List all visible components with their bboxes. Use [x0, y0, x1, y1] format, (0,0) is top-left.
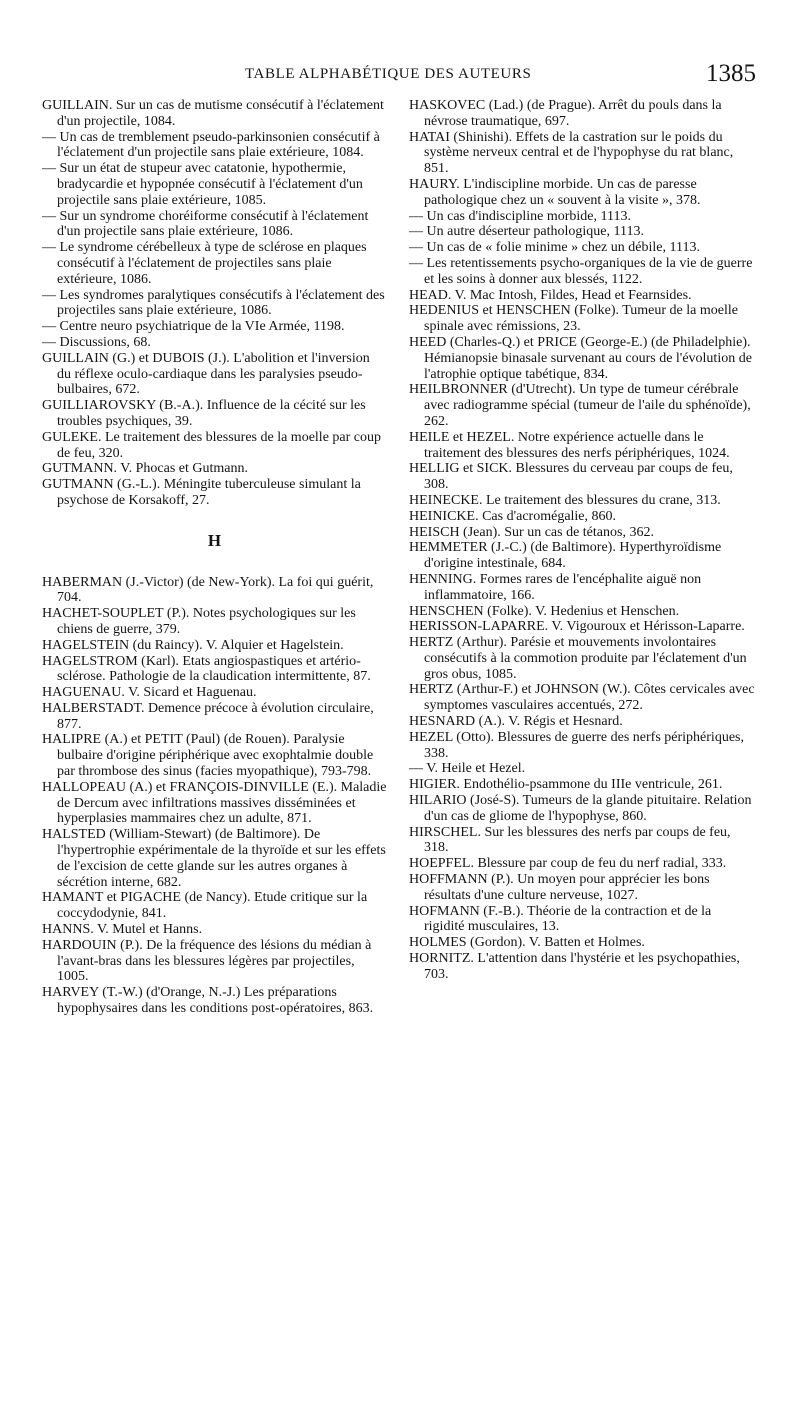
index-entry: HERTZ (Arthur-F.) et JOHNSON (W.). Côtes cervicales avec symptomes vasculaires accentués, 272. [409, 682, 755, 714]
index-entry: HALLOPEAU (A.) et FRANÇOIS-DINVILLE (E.). Maladie de Dercum avec infiltrations massives disséminées et hyperplasies mammaires chez un adulte, 871. [42, 779, 387, 827]
index-entry: — Un cas de « folie minime » chez un débile, 1113. [409, 240, 700, 256]
index-entry: HASKOVEC (Lad.) (de Prague). Arrêt du pouls dans la névrose traumatique, 697. [409, 98, 722, 129]
index-entry: — Centre neuro psychiatrique de la VIe Armée, 1198. [42, 319, 345, 335]
index-entry: HALSTED (William-Stewart) (de Baltimore). De l'hypertrophie expérimentale de la thyroïde et sur les effets de l'excision de cette glande sur les autres organes à sécrétion interne, 682. [42, 827, 386, 890]
index-entry: HANNS. V. Mutel et Hanns. [42, 922, 203, 938]
index-entry: HEILE et HEZEL. Notre expérience actuelle dans le traitement des blessures des nerfs périphériques, 1024. [409, 429, 730, 461]
index-entry: — Un cas de tremblement pseudo-parkinsonien consécutif à l'éclatement d'un projectile sans plaie extérieure, 1084. [42, 129, 380, 161]
index-entry: — Le syndrome cérébelleux à type de sclérose en plaques consécutif à l'éclatement de projectiles sans plaie extérieure, 1086. [42, 240, 367, 287]
right-entries [409, 98, 755, 983]
index-entry: — Les syndromes paralytiques consécutifs à l'éclatement des projectiles sans plaie extérieure, 1086. [42, 287, 385, 319]
index-entry: HAMANT et PIGACHE (de Nancy). Etude critique sur la coccydodynie, 841. [42, 890, 368, 922]
index-entry: HEDENIUS et HENSCHEN (Folke). Tumeur de la moelle spinale avec rémissions, 23. [409, 303, 738, 335]
index-entry: GUILLIAROVSKY (B.-A.). Influence de la cécité sur les troubles psychiques, 39. [42, 398, 366, 429]
index-entry: HEZEL (Otto). Blessures de guerre des nerfs périphériques, 338. [409, 729, 744, 761]
index-entry: — Discussions, 68. [42, 334, 151, 350]
index-entry: HALBERSTADT. Demence précoce à évolution circulaire, 877. [42, 700, 374, 732]
index-entry: HEED (Charles-Q.) et PRICE (George-E.) (de Philadelphie). Hémianopsie binasale survenant au cours de l'évolution de l'atrophie optique tabétique, 834. [409, 334, 752, 382]
index-entry: HACHET-SOUPLET (P.). Notes psychologiques sur les chiens de guerre, 379. [42, 606, 356, 637]
index-entry: — Sur un état de stupeur avec catatonie, hypothermie, bradycardie et hypopnée consécutif à l'éclatement d'un projectile sans plaie extérieure, 1085. [42, 161, 363, 208]
left-entries [42, 98, 387, 509]
index-entry: HAURY. L'indiscipline morbide. Un cas de paresse pathologique chez un « souvent à la visite », 378. [409, 176, 701, 208]
left-entries-h [42, 575, 387, 1017]
index-entry: GUILLAIN. Sur un cas de mutisme consécutif à l'éclatement d'un projectile, 1084. [42, 98, 384, 129]
index-entry: HENNING. Formes rares de l'encéphalite aiguë non inflammatoire, 166. [409, 571, 702, 603]
index-entry: HEMMETER (J.-C.) (de Baltimore). Hyperthyroïdisme d'origine intestinale, 684. [409, 540, 722, 572]
index-entry: — Un autre déserteur pathologique, 1113. [409, 224, 644, 240]
index-entry: HEILBRONNER (d'Utrecht). Un type de tumeur cérébrale avec radiogramme spécial (tumeur de l'aile du sphénoïde), 262. [409, 382, 751, 429]
index-entry: HERTZ (Arthur). Parésie et mouvements involontaires consécutifs à la commotion produite par l'éclatement d'un gros obus, 1085. [409, 635, 747, 682]
index-entry: HATAI (Shinishi). Effets de la castration sur le poids du système nerveux central et de l'hypophyse du rat blanc, 851. [409, 129, 734, 177]
index-entry: HEINECKE. Le traitement des blessures du crane, 313. [409, 492, 721, 508]
index-entry: HELLIG et SICK. Blessures du cerveau par coups de feu, 308. [409, 461, 733, 493]
index-entry: GULEKE. Le traitement des blessures de la moelle par coup de feu, 320. [42, 429, 381, 461]
index-entry: HAGELSTROM (Karl). Etats angiospastiques et artério-sclérose. Pathologie de la claudication intermittente, 87. [42, 653, 371, 685]
index-entry: HENSCHEN (Folke). V. Hedenius et Henschen. [409, 603, 680, 619]
index-entry: HALIPRE (A.) et PETIT (Paul) (de Rouen). Paralysie bulbaire d'origine périphérique avec exophtalmie double par thrombose des sinus (facies myopathique), 793-798. [42, 732, 374, 780]
index-entry: HORNITZ. L'attention dans l'hystérie et les psychopathies, 703. [409, 951, 740, 982]
index-entry: GUILLAIN (G.) et DUBOIS (J.). L'abolition et l'inversion du réflexe oculo-cardiaque dans les paralysies pseudo-bulbaires, 672. [42, 350, 370, 398]
right-column [409, 98, 755, 983]
running-title: TABLE ALPHABÉTIQUE DES AUTEURS [245, 66, 532, 82]
index-entry: HOEPFEL. Blessure par coup de feu du nerf radial, 333. [409, 856, 727, 872]
section-heading: H [207, 530, 222, 550]
index-entry: HEAD. V. Mac Intosh, Fildes, Head et Fearnsides. [409, 287, 692, 303]
index-entry: HERISSON-LAPARRE. V. Vigouroux et Hérisson-Laparre. [409, 619, 745, 635]
index-entry: HOFMANN (F.-B.). Théorie de la contraction et de la rigidité musculaires, 13. [409, 903, 712, 935]
index-entry: HABERMAN (J.-Victor) (de New-York). La foi qui guérit, 704. [42, 574, 374, 606]
index-entry: HIRSCHEL. Sur les blessures des nerfs par coups de feu, 318. [409, 824, 731, 856]
page-number: 1385 [706, 60, 756, 87]
index-entry: HEISCH (Jean). Sur un cas de tétanos, 362. [409, 524, 654, 540]
index-entry: GUTMANN (G.-L.). Méningite tuberculeuse simulant la psychose de Korsakoff, 27. [42, 477, 361, 508]
index-entry: GUTMANN. V. Phocas et Gutmann. [42, 461, 248, 477]
index-entry: HEINICKE. Cas d'acromégalie, 860. [409, 508, 617, 524]
page-header [0, 62, 800, 92]
index-entry: HAGUENAU. V. Sicard et Haguenau. [42, 685, 257, 701]
index-entry: — Sur un syndrome choréiforme consécutif à l'éclatement d'un projectile sans plaie extérieure, 1086. [42, 208, 369, 240]
index-entry: — V. Heile et Hezel. [409, 761, 526, 777]
index-entry: HESNARD (A.). V. Régis et Hesnard. [409, 714, 623, 730]
index-entry: HAGELSTEIN (du Raincy). V. Alquier et Hagelstein. [42, 637, 344, 653]
index-entry: HIGIER. Endothélio-psammone du IIIe ventricule, 261. [409, 777, 723, 793]
index-entry: — Les retentissements psycho-organiques de la vie de guerre et les soins à donner aux blessés, 1122. [409, 255, 753, 287]
index-entry: HILARIO (José-S). Tumeurs de la glande pituitaire. Relation d'un cas de gliome de l'hypophyse, 860. [409, 793, 752, 824]
left-column [42, 98, 387, 1017]
index-entry: HARDOUIN (P.). De la fréquence des lésions du médian à l'avant-bras dans les blessures légères par projectiles, 1005. [42, 937, 372, 985]
index-entry: HOFFMANN (P.). Un moyen pour apprécier les bons résultats d'une culture nerveuse, 1027. [409, 872, 710, 903]
index-entry: HOLMES (Gordon). V. Batten et Holmes. [409, 935, 645, 951]
index-entry: — Un cas d'indiscipline morbide, 1113. [409, 208, 631, 224]
index-entry: HARVEY (T.-W.) (d'Orange, N.-J.) Les préparations hypophysaires dans les conditions post-opératoires, 863. [42, 985, 374, 1017]
